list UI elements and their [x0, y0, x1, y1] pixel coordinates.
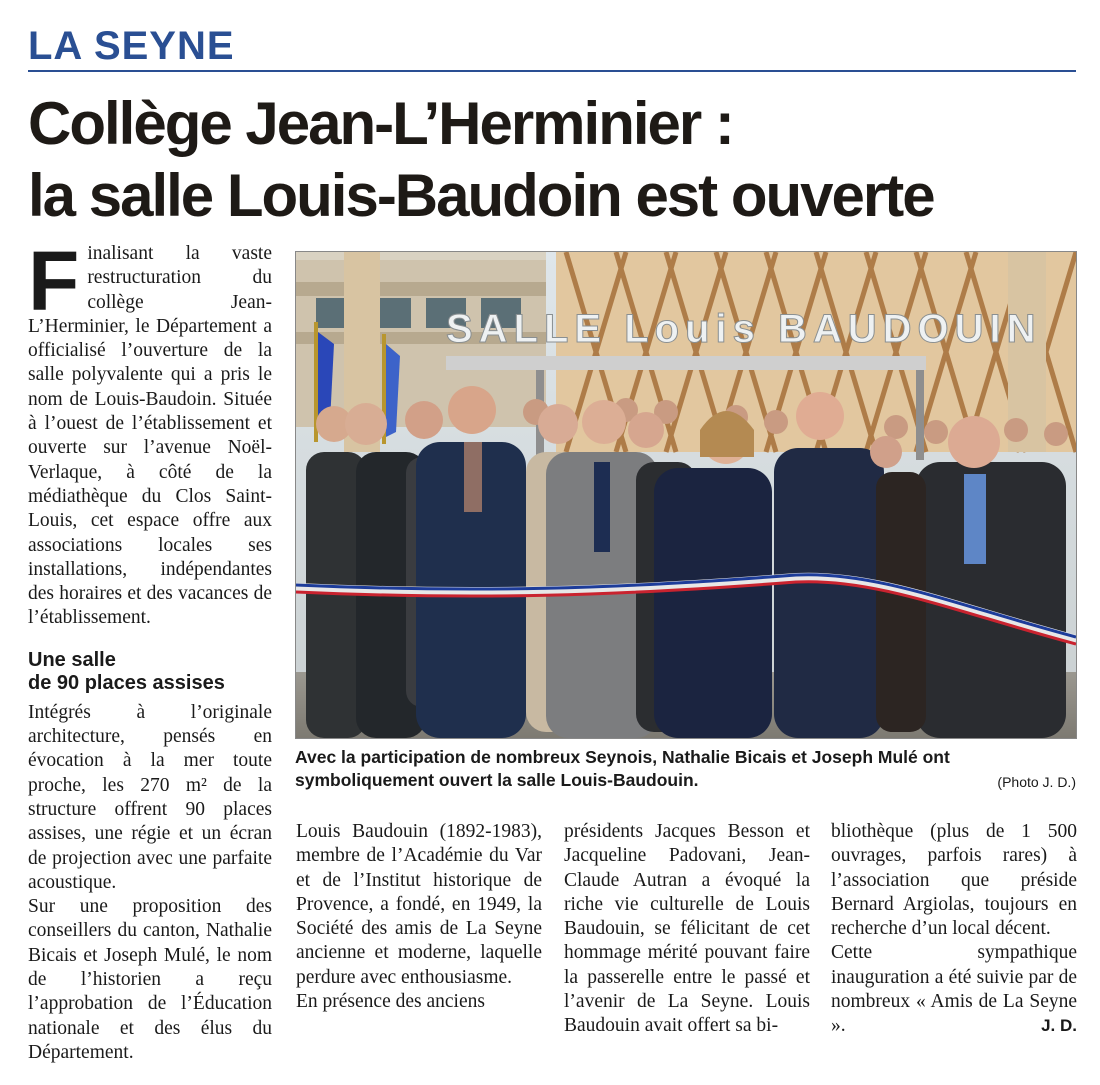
paragraph-architecture: Intégrés à l’originale architecture, pensés en évocation à la mer toute proche, les 270 m² de la structure offrent 90 places assises, une régie et un écran de projection avec une parfaite acoustique.	[28, 701, 272, 893]
ribbon-cutting-illustration	[296, 252, 1076, 738]
column-4	[831, 820, 1077, 1039]
paragraph-library: bliothèque (plus de 1 500 ouvrages, parfois rares) à l’association que préside Bernard Argiolas, toujours en recherche d’un local décent.	[831, 821, 1077, 940]
rubric-rule	[28, 70, 1076, 72]
section-rubric: LA SEYNE	[28, 24, 235, 68]
paragraph-inauguration	[831, 941, 1077, 1038]
subheading	[28, 649, 272, 695]
subheading-line-2: de 90 places assises	[28, 671, 225, 694]
photo-credit: (Photo J. D.)	[997, 774, 1076, 790]
lead-text: inalisant la vaste restructuration du collège Jean-L’Herminier, le Département a officialisé l’ouverture de la salle polyvalente qui a pris le nom de Louis-Baudoin. Située à l’ouest de l’établissement et ouverte sur l’avenue Noël-Verlaque, à côté de la médiathèque du Clos Saint-Louis, cet espace offre aux associations locales ses installations, indépendantes des horaires et des vacances de l’établissement.	[28, 243, 272, 629]
paragraph-tribute: présidents Jacques Besson et Jacqueline Padovani, Jean-Claude Autran a évoqué la riche vie culturelle de Louis Baudouin, se félicitant de cet hommage mérité pouvant faire la passerelle entre le passé et l’avenir de La Seyne. Louis Baudouin avait offert sa bi-	[564, 821, 810, 1037]
headline-line-2: la salle Louis-Baudoin est ouverte	[28, 162, 934, 229]
subheading-line-1: Une salle	[28, 648, 116, 671]
drop-cap: F	[28, 234, 80, 328]
signature: J. D.	[1041, 1016, 1077, 1036]
lead-paragraph	[28, 234, 272, 631]
headline-line-1: Collège Jean-L’Herminier :	[28, 90, 733, 157]
paragraph-naming: Sur une proposition des conseillers du canton, Nathalie Bicais et Joseph Mulé, le nom de l’historien a reçu l’approbation de l’Éducation nationale et des élus du Département.	[28, 896, 272, 1063]
ceremony-photo	[295, 251, 1077, 739]
column-2	[296, 820, 542, 1014]
headline	[28, 88, 1088, 232]
paragraph-biography: Louis Baudouin (1892-1983), membre de l’Académie du Var et de l’Institut historique de Provence, a fondé, en 1949, la Société des amis de La Seyne ancienne et moderne, laquelle perdure avec enthousiasme.	[296, 821, 542, 988]
inauguration-text: Cette sympathique inauguration a été suivie par de nombreux « Amis de La Seyne ».	[831, 942, 1077, 1037]
column-1	[28, 234, 272, 1065]
sign-text: SALLE Louis BAUDOUIN	[446, 307, 1042, 351]
photo-caption: Avec la participation de nombreux Seynois, Nathalie Bicais et Joseph Mulé ont symboliquement ouvert la salle Louis-Baudouin.	[295, 747, 950, 790]
column-3	[564, 820, 810, 1039]
paragraph-presence: En présence des anciens	[296, 991, 485, 1013]
